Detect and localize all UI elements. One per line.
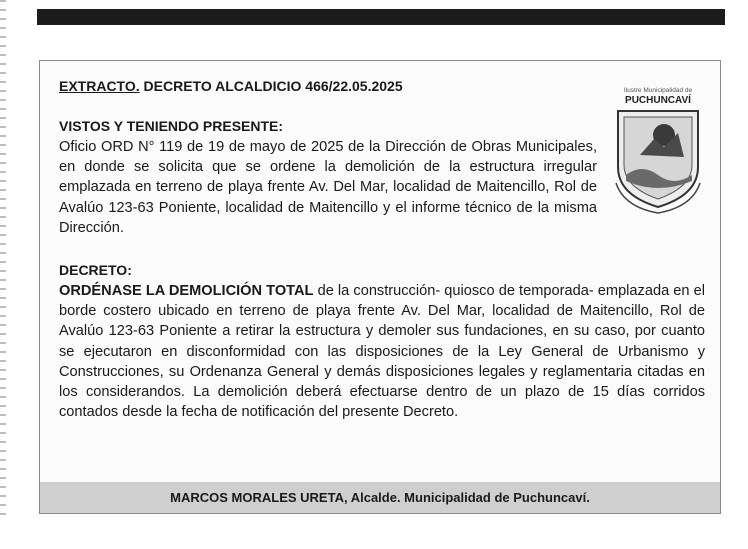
- municipal-crest-logo: [606, 83, 710, 215]
- decreto-bold-lead: ORDÉNASE LA DEMOLICIÓN TOTAL: [59, 283, 314, 299]
- left-margin-rule: [0, 0, 6, 520]
- vistos-heading: VISTOS Y TENIENDO PRESENTE:: [59, 118, 284, 134]
- title-prefix: EXTRACTO.: [59, 78, 140, 94]
- decreto-paragraph: [59, 281, 705, 422]
- logo-small-text: Ilustre Municipalidad de: [623, 87, 693, 94]
- header-bar: [37, 9, 725, 25]
- decreto-body: de la construcción- quiosco de temporada- emplazada en el borde costero ubicado en terreno de playa frente Av. Del Mar, localidad de Maitencillo, Rol de Avalúo 123-63 Poniente a retirar la estructura y demoler sus fundaciones, en su caso, por cuanto se ejecutaron en disconformidad con las disposiciones de la Ley General de Urbanismo y Construcciones, su Ordenanza General y demás disposiciones legales y reglamentaria citadas en los considerandos. La demolición deberá efectuarse dentro de un plazo de 15 días corridos contados desde la fecha de notificación del presente Decreto.: [59, 283, 705, 421]
- logo-name: PUCHUNCAVÍ: [625, 95, 691, 106]
- decreto-heading: DECRETO:: [59, 262, 132, 278]
- signature-bar: [40, 482, 720, 513]
- notice-box: [39, 60, 721, 514]
- signature-text: MARCOS MORALES URETA, Alcalde. Municipalidad de Puchuncaví.: [170, 490, 590, 505]
- title-rest: DECRETO ALCALDICIO 466/22.05.2025: [139, 78, 403, 94]
- notice-title: [59, 78, 403, 94]
- vistos-paragraph: Oficio ORD N° 119 de 19 de mayo de 2025 de la Dirección de Obras Municipales, en donde se solicita que se ordene la demolición de la estructura irregular emplazada en terreno de playa frente Av. Del Mar, localidad de Maitencillo, Rol de Avalúo 123-63 Poniente, localidad de Maitencillo y el informe técnico de la misma Dirección.: [59, 139, 597, 236]
